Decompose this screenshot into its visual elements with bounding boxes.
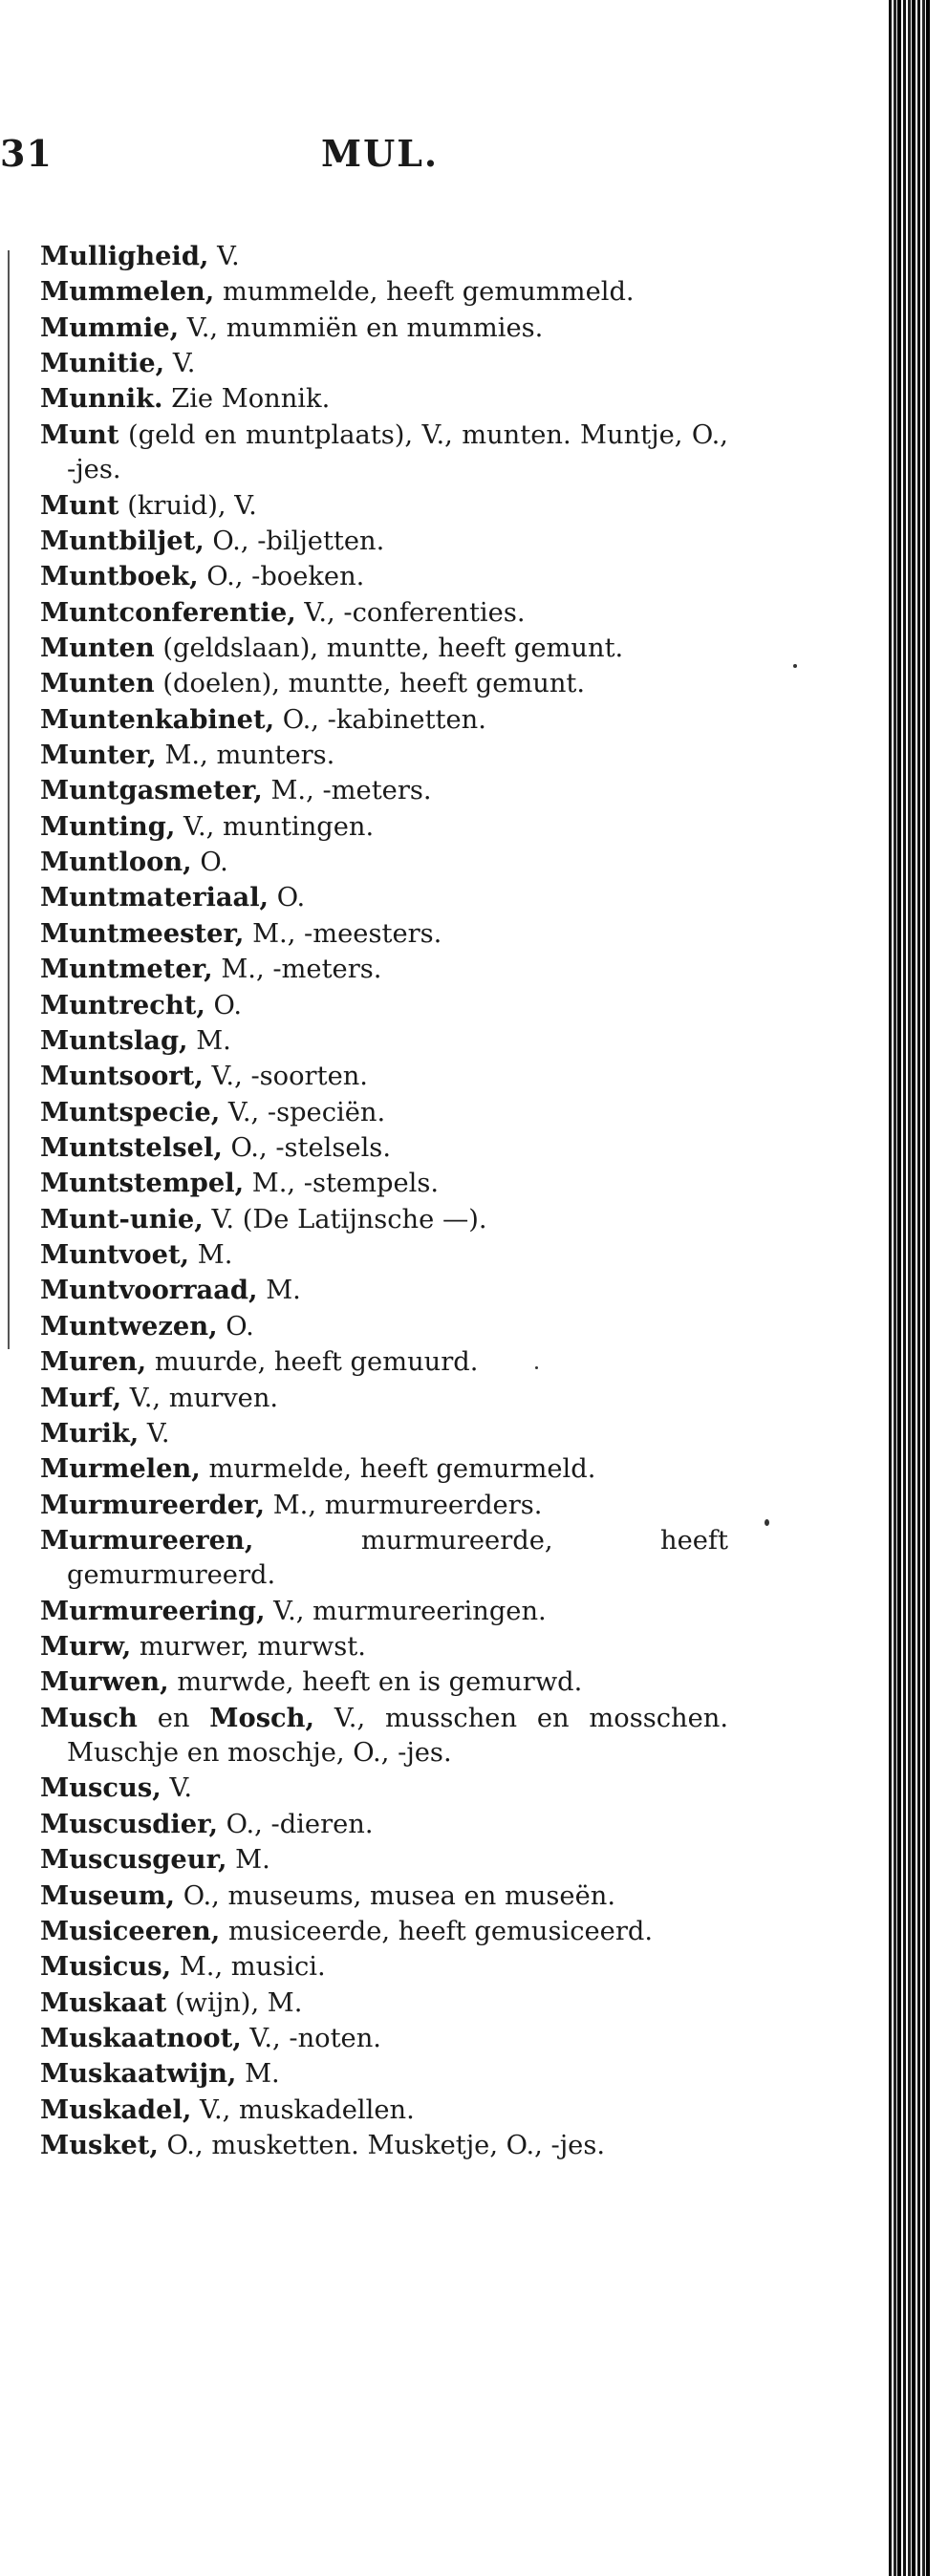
dictionary-entry: [40, 773, 728, 808]
entry-headword: Murmelen,: [40, 1453, 201, 1485]
entry-definition: en: [137, 1703, 210, 1733]
dictionary-entry: [40, 631, 728, 666]
dictionary-entry: [40, 1309, 728, 1344]
entry-definition: V.: [139, 1418, 170, 1449]
page-outer-margin: [931, 0, 948, 2576]
dictionary-entry: [40, 2128, 728, 2163]
entry-headword: Murwen,: [40, 1666, 169, 1698]
entry-headword: Muntspecie,: [40, 1096, 221, 1127]
speck: [765, 1519, 769, 1526]
dictionary-entry: [40, 1130, 728, 1166]
dictionary-entry: [40, 1023, 728, 1059]
dictionary-entry: [40, 239, 728, 274]
entry-definition: V., murmureeringen.: [265, 1596, 547, 1626]
entry-definition: V. (De Latijnsche —).: [203, 1204, 487, 1234]
entry-headword: Musicus,: [40, 1951, 172, 1983]
entry-definition: M.: [257, 1276, 301, 1306]
dictionary-entry: [40, 952, 728, 987]
dictionary-entry: [40, 1594, 728, 1629]
dictionary-entry: [40, 738, 728, 773]
entry-headword: Murmureeren,: [40, 1524, 254, 1556]
entry-headword: Munt: [40, 419, 119, 450]
dictionary-entry: [40, 524, 728, 559]
entry-definition: M., -stempels.: [244, 1169, 440, 1199]
entry-headword: Munt-unie,: [40, 1203, 204, 1234]
entry-definition: murmelde, heeft gemurmeld.: [200, 1454, 596, 1485]
entry-headword: Muntbiljet,: [40, 525, 205, 556]
dictionary-entry: [40, 1166, 728, 1201]
entry-definition: V., -speciën.: [220, 1097, 386, 1127]
entry-definition: M.: [236, 2059, 280, 2090]
entry-definition: murmureerde, heeft gemurmureerd.: [67, 1525, 728, 1591]
entry-headword: Muntenkabinet,: [40, 703, 275, 735]
entry-headword: Muntslag,: [40, 1024, 188, 1056]
dictionary-entry: [40, 1059, 728, 1094]
entry-definition: M., munters.: [156, 741, 335, 771]
entry-definition: V., musschen en mosschen. Muschje en moschje, O., -jes.: [67, 1703, 728, 1769]
book-binding-edge: [889, 0, 931, 2576]
entry-definition: V., -conferenties.: [295, 597, 526, 628]
dictionary-entry: [40, 1771, 728, 1806]
dictionary-entry: [40, 1451, 728, 1487]
speck: [793, 664, 797, 668]
entry-definition: O., museums, musea en museën.: [175, 1880, 615, 1911]
entry-headword: Muskaat: [40, 1986, 167, 2018]
entry-headword: Musiceeren,: [40, 1915, 221, 1946]
entry-headword-alt: Mosch,: [209, 1702, 315, 1733]
entry-definition: O., -dieren.: [218, 1809, 374, 1839]
dictionary-entry: [40, 1344, 728, 1380]
running-head: MUL.: [321, 132, 440, 175]
dictionary-entry: [40, 559, 728, 594]
dictionary-entry: [40, 1273, 728, 1308]
dictionary-entry: [40, 666, 728, 701]
dictionary-entry: [40, 988, 728, 1023]
entry-headword: Muntvoorraad,: [40, 1275, 258, 1306]
entry-headword: Muscusdier,: [40, 1808, 218, 1839]
dictionary-entry: [40, 1842, 728, 1878]
entry-headword: Muntvoet,: [40, 1239, 190, 1271]
dictionary-entry: [40, 880, 728, 915]
entry-headword: Muntmateriaal,: [40, 882, 269, 913]
entry-headword: Munting,: [40, 810, 176, 842]
entry-definition: murwde, heeft en is gemurwd.: [168, 1667, 583, 1698]
entry-definition: murwer, murwst.: [131, 1632, 366, 1663]
dictionary-entry: [40, 2021, 728, 2056]
entry-definition: (geld en muntplaats), V., munten. Muntje, O., -jes.: [67, 419, 728, 485]
dictionary-entry: [40, 1701, 728, 1771]
entry-definition: muurde, heeft gemuurd.: [146, 1347, 479, 1378]
entry-definition: M.: [226, 1845, 270, 1876]
entry-headword: Muskadel,: [40, 2093, 192, 2125]
dictionary-entry: [40, 1914, 728, 1949]
entry-definition: O.: [191, 848, 228, 878]
dictionary-entry: [40, 595, 728, 631]
page-number: 31: [0, 132, 53, 175]
dictionary-entry: [40, 1381, 728, 1416]
entry-headword: Muntloon,: [40, 847, 192, 878]
speck: [535, 1366, 538, 1369]
dictionary-entry: [40, 1488, 728, 1523]
entry-definition: O., musketten. Musketje, O., -jes.: [158, 2131, 606, 2161]
entry-definition: V., muntingen.: [175, 811, 375, 842]
entry-headword: Murmureering,: [40, 1595, 266, 1626]
entry-headword: Murmureerder,: [40, 1489, 266, 1520]
entry-definition: O., -biljetten.: [204, 526, 385, 556]
entry-definition: M.: [189, 1240, 233, 1271]
dictionary-entry: [40, 346, 728, 381]
entry-headword: Muskaatwijn,: [40, 2058, 237, 2090]
dictionary-entry: [40, 916, 728, 952]
entry-definition: O.: [217, 1311, 254, 1342]
entry-definition: V., -soorten.: [203, 1062, 368, 1092]
entry-definition: M., -meters.: [212, 955, 382, 985]
dictionary-entry: [40, 1202, 728, 1237]
entry-headword: Muntmeester,: [40, 917, 245, 949]
entry-headword: Muntmeter,: [40, 954, 213, 985]
entry-definition: (doelen), muntte, heeft gemunt.: [154, 669, 586, 699]
dictionary-entry: [40, 1095, 728, 1130]
entry-headword: Muntstempel,: [40, 1168, 245, 1199]
entry-headword: Musch: [40, 1702, 138, 1733]
entry-definition: M., musici.: [171, 1952, 326, 1983]
dictionary-entry: [40, 1629, 728, 1664]
entry-definition: O.: [269, 883, 306, 913]
entry-headword: Murf,: [40, 1382, 122, 1413]
entry-headword: Muntconferentie,: [40, 596, 296, 628]
entry-definition: O.: [205, 990, 242, 1020]
entry-headword: Muntwezen,: [40, 1310, 218, 1342]
entry-headword: Munten: [40, 632, 155, 663]
entry-definition: musiceerde, heeft gemusiceerd.: [220, 1916, 654, 1946]
dictionary-entry: [40, 845, 728, 880]
entry-list: [40, 239, 728, 2163]
dictionary-entry: [40, 274, 728, 310]
entry-headword: Muntboek,: [40, 561, 199, 592]
entry-definition: (geldslaan), muntte, heeft gemunt.: [154, 633, 624, 663]
dictionary-entry: [40, 1986, 728, 2021]
dictionary-entry: [40, 1664, 728, 1700]
entry-definition: Zie Monnik.: [162, 384, 331, 415]
entry-definition: O., -kabinetten.: [274, 704, 486, 735]
entry-definition: V., murven.: [121, 1383, 279, 1413]
entry-headword: Munt: [40, 489, 119, 521]
dictionary-entry: [40, 1237, 728, 1273]
entry-headword: Munter,: [40, 740, 157, 771]
dictionary-entry: [40, 702, 728, 738]
entry-definition: M., murmureerders.: [265, 1490, 543, 1520]
entry-definition: V.: [164, 349, 196, 379]
entry-definition: O., -boeken.: [198, 562, 365, 592]
entry-headword: Mulligheid,: [40, 241, 209, 271]
entry-definition: (kruid), V.: [118, 490, 257, 521]
entry-definition: V.: [208, 242, 240, 271]
entry-definition: V., -noten.: [241, 2023, 381, 2053]
dictionary-entry: [40, 809, 728, 845]
entry-headword: Munitie,: [40, 348, 165, 379]
entry-headword: Muntstelsel,: [40, 1131, 223, 1163]
entry-headword: Munten: [40, 668, 155, 699]
entry-headword: Muren,: [40, 1346, 147, 1378]
margin-rule: [8, 250, 10, 1349]
dictionary-entry: [40, 488, 728, 524]
entry-headword: Muscusgeur,: [40, 1844, 227, 1876]
entry-headword: Mummelen,: [40, 276, 215, 308]
entry-definition: V., mummiën en mummies.: [179, 312, 544, 343]
dictionary-entry: [40, 2093, 728, 2128]
dictionary-entry: [40, 1523, 728, 1594]
dictionary-entry: [40, 1416, 728, 1451]
entry-headword: Museum,: [40, 1879, 176, 1911]
dictionary-entry: [40, 311, 728, 346]
entry-definition: M., -meesters.: [244, 918, 442, 949]
dictionary-entry: [40, 418, 728, 488]
entry-definition: M.: [187, 1025, 231, 1056]
entry-definition: M., -meters.: [262, 776, 432, 806]
entry-headword: Muntgasmeter,: [40, 775, 263, 806]
entry-headword: Muntrecht,: [40, 989, 205, 1020]
entry-definition: V.: [161, 1773, 193, 1804]
dictionary-entry: [40, 381, 728, 417]
dictionary-entry: [40, 1949, 728, 1985]
entry-definition: O., -stelsels.: [222, 1132, 391, 1163]
dictionary-entry: [40, 1878, 728, 1914]
dictionary-entry: [40, 2056, 728, 2092]
dictionary-entry: [40, 1807, 728, 1842]
entry-headword: Murik,: [40, 1417, 140, 1449]
entry-definition: (wijn), M.: [166, 1987, 303, 2018]
entry-definition: V., muskadellen.: [191, 2094, 415, 2125]
entry-headword: Murw,: [40, 1631, 132, 1663]
entry-headword: Muntsoort,: [40, 1061, 204, 1092]
entry-headword: Mummie,: [40, 311, 180, 343]
entry-definition: mummelde, heeft gemummeld.: [214, 277, 635, 308]
entry-headword: Musket,: [40, 2130, 159, 2161]
entry-headword: Munnik.: [40, 383, 163, 415]
entry-headword: Muscus,: [40, 1772, 162, 1804]
entry-headword: Muskaatnoot,: [40, 2022, 242, 2053]
